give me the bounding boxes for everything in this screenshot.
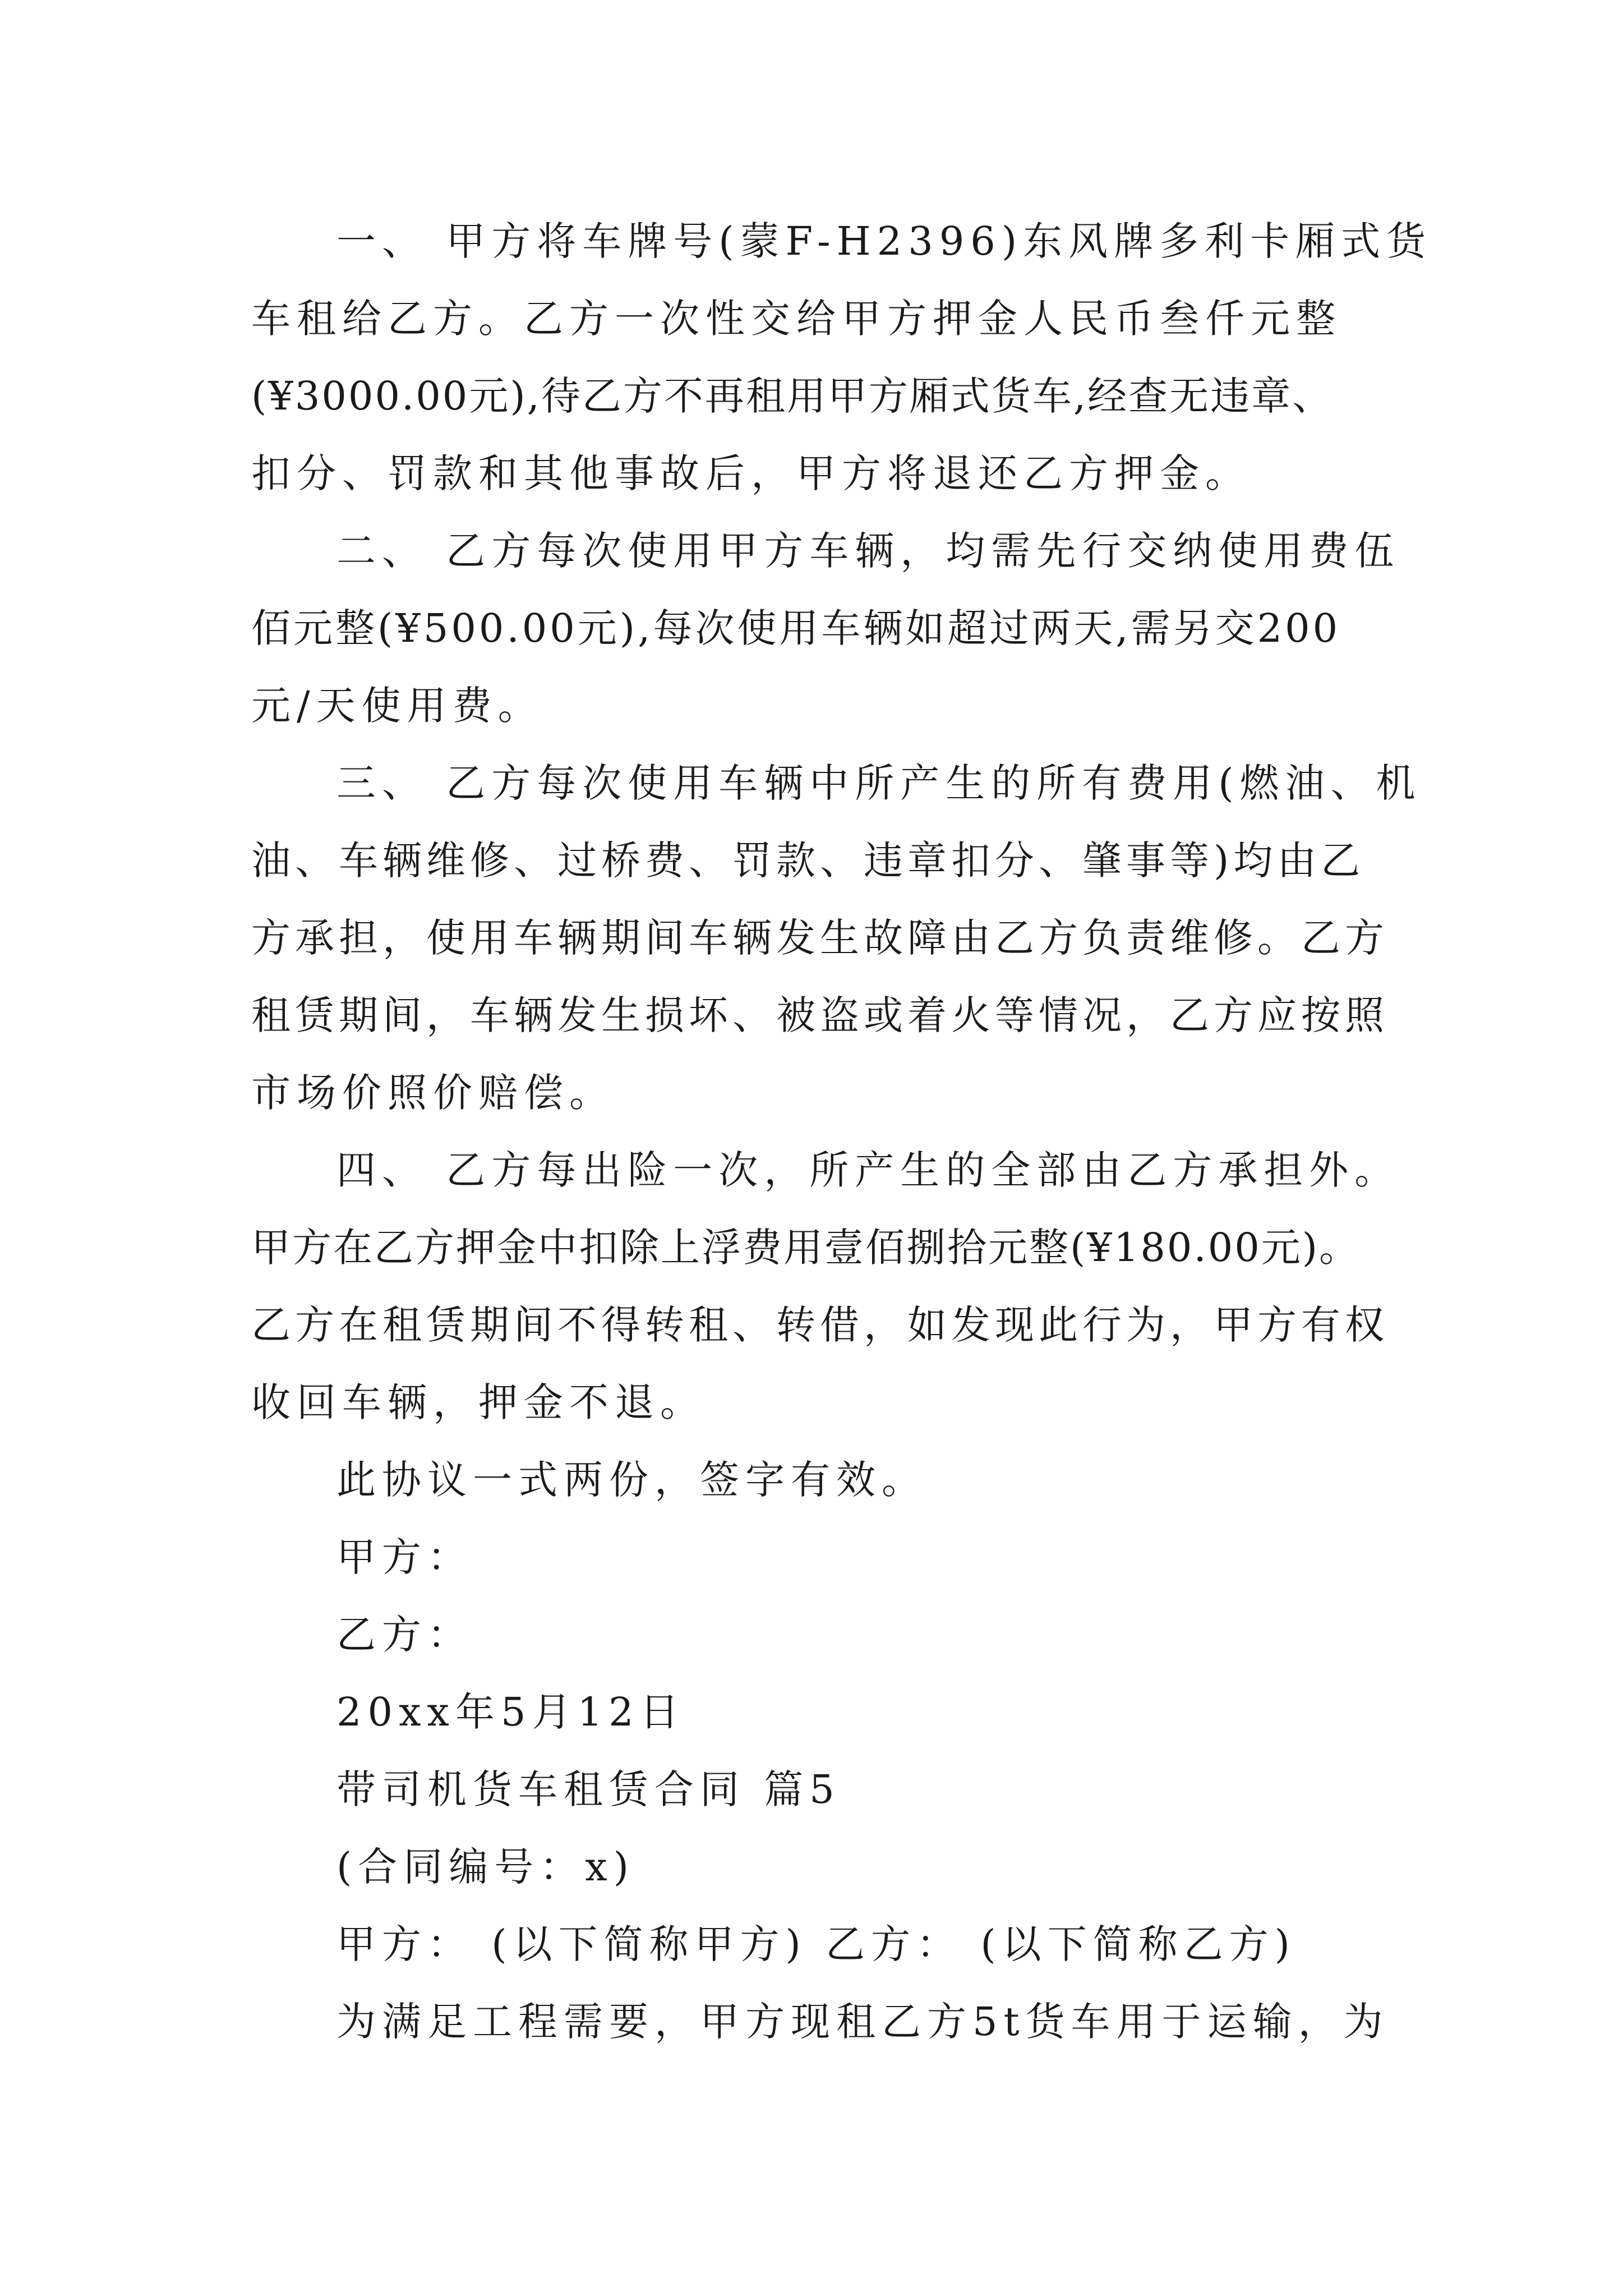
clause-3-line-1: 三、 乙方每次使用车辆中所产生的所有费用(燃油、机 — [336, 760, 1422, 806]
clause-3-line-5: 市场价照价赔偿。 — [251, 1070, 615, 1116]
clause-4-line-4: 收回车辆，押金不退。 — [251, 1379, 706, 1425]
party-b-signature: 乙方： — [336, 1612, 473, 1658]
clause-4-line-2: 甲方在乙方押金中扣除上浮费用壹佰捌拾元整(¥180.00元)。 — [251, 1225, 1361, 1271]
agreement-copies: 此协议一式两份，签字有效。 — [336, 1457, 927, 1503]
clause-1-line-1: 一、 甲方将车牌号(蒙F-H2396)东风牌多利卡厢式货 — [336, 218, 1432, 264]
clause-2-line-3: 元/天使用费。 — [251, 683, 543, 729]
contract-number: (合同编号：x) — [336, 1844, 635, 1890]
clause-1-line-4: 扣分、罚款和其他事故后，甲方将退还乙方押金。 — [251, 450, 1251, 496]
clause-3-line-2: 油、车辆维修、过桥费、罚款、违章扣分、肇事等)均由乙 — [251, 838, 1365, 884]
clause-3-line-3: 方承担，使用车辆期间车辆发生故障由乙方负责维修。乙方 — [251, 915, 1389, 961]
parties-line: 甲方： (以下简称甲方) 乙方： (以下简称乙方) — [336, 1921, 1296, 1967]
clause-2-line-2: 佰元整(¥500.00元),每次使用车辆如超过两天,需另交200 — [251, 605, 1341, 651]
section-title: 带司机货车租赁合同 篇5 — [336, 1766, 841, 1812]
clause-1-line-2: 车租给乙方。乙方一次性交给甲方押金人民币叁仟元整 — [251, 296, 1341, 342]
clause-2-line-1: 二、 乙方每次使用甲方车辆，均需先行交纳使用费伍 — [336, 528, 1400, 574]
clause-1-line-3: (¥3000.00元),待乙方不再租用甲方厢式货车,经查无违章、 — [251, 373, 1334, 419]
clause-3-line-4: 租赁期间，车辆发生损坏、被盗或着火等情况，乙方应按照 — [251, 992, 1389, 1038]
preamble-line: 为满足工程需要，甲方现租乙方5t货车用于运输，为 — [336, 1999, 1389, 2045]
party-a-signature: 甲方： — [336, 1534, 473, 1580]
clause-4-line-3: 乙方在租赁期间不得转租、转借，如发现此行为，甲方有权 — [251, 1302, 1389, 1348]
clause-4-line-1: 四、 乙方每出险一次，所产生的全部由乙方承担外。 — [336, 1147, 1400, 1193]
signing-date: 20xx年5月12日 — [336, 1689, 685, 1735]
